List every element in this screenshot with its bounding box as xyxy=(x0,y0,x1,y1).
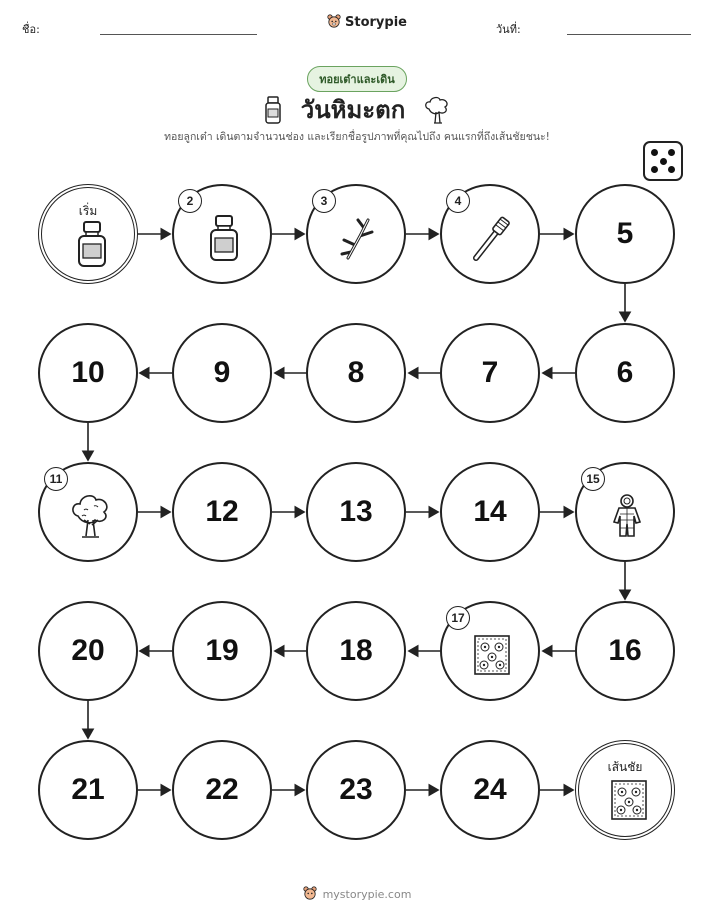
brush-icon xyxy=(472,214,512,262)
board-space-22[interactable] xyxy=(172,740,272,840)
space-number: 8 xyxy=(347,356,365,389)
space-number-badge: 2 xyxy=(178,189,202,213)
board-space-21[interactable] xyxy=(38,740,138,840)
board-space-5[interactable] xyxy=(575,184,675,284)
bottle-icon xyxy=(72,220,112,268)
brand-name: Storypie xyxy=(345,14,407,30)
tree-icon xyxy=(70,492,110,540)
space-number: 21 xyxy=(71,773,105,806)
start-space[interactable] xyxy=(38,184,138,284)
space-number: 5 xyxy=(616,217,634,250)
board-space-15[interactable] xyxy=(575,462,675,562)
board-space-11[interactable] xyxy=(38,462,138,562)
board-space-4[interactable] xyxy=(440,184,540,284)
space-number: 19 xyxy=(205,634,239,667)
space-number: 24 xyxy=(473,773,507,806)
board-space-14[interactable] xyxy=(440,462,540,562)
board-space-13[interactable] xyxy=(306,462,406,562)
space-number-badge: 17 xyxy=(446,606,470,630)
space-number: 9 xyxy=(213,356,231,389)
board-space-17[interactable] xyxy=(440,601,540,701)
board-space-3[interactable] xyxy=(306,184,406,284)
space-number: 10 xyxy=(71,356,105,389)
board-space-6[interactable] xyxy=(575,323,675,423)
board-space-24[interactable] xyxy=(440,740,540,840)
board-space-18[interactable] xyxy=(306,601,406,701)
bottle-icon xyxy=(204,214,244,262)
space-number: 13 xyxy=(339,495,373,528)
space-number-badge: 4 xyxy=(446,189,470,213)
space-number-badge: 11 xyxy=(44,467,68,491)
start-label: เริ่ม xyxy=(78,204,98,218)
space-number: 22 xyxy=(205,773,239,806)
space-number: 16 xyxy=(608,634,642,667)
space-number: 6 xyxy=(616,356,634,389)
board-space-19[interactable] xyxy=(172,601,272,701)
twig-icon xyxy=(338,214,378,262)
board-space-10[interactable] xyxy=(38,323,138,423)
board-space-20[interactable] xyxy=(38,601,138,701)
board-space-12[interactable] xyxy=(172,462,272,562)
quilt-icon xyxy=(472,631,512,679)
finish-label: เส้นชัย xyxy=(607,760,643,774)
finish-space[interactable] xyxy=(575,740,675,840)
space-number: 7 xyxy=(481,356,499,389)
board-space-16[interactable] xyxy=(575,601,675,701)
date-label: วันที่: xyxy=(496,23,521,36)
game-type-tag: ทอยเต๋าและเดิน xyxy=(307,66,407,92)
footer xyxy=(0,886,714,902)
name-label: ชื่อ: xyxy=(22,23,40,36)
space-number: 18 xyxy=(339,634,373,667)
space-number-badge: 15 xyxy=(581,467,605,491)
space-number: 20 xyxy=(71,634,105,667)
instructions: ทอยลูกเต๋า เดินตามจำนวนช่อง และเรียกชื่อรูปภาพที่คุณไปถึง คนแรกที่ถึงเส้นชัยชนะ! xyxy=(164,131,550,143)
space-number-badge: 3 xyxy=(312,189,336,213)
bear-icon xyxy=(303,886,317,902)
board-space-7[interactable] xyxy=(440,323,540,423)
space-number: 23 xyxy=(339,773,373,806)
quilt-icon xyxy=(609,776,649,824)
board-space-9[interactable] xyxy=(172,323,272,423)
snowsuit-icon xyxy=(607,492,647,540)
board-space-8[interactable] xyxy=(306,323,406,423)
footer-site: mystorypie.com xyxy=(322,887,412,901)
board-space-23[interactable] xyxy=(306,740,406,840)
space-number: 12 xyxy=(205,495,239,528)
board-space-2[interactable] xyxy=(172,184,272,284)
space-number: 14 xyxy=(473,495,507,528)
page-title: วันหิมะตก xyxy=(300,96,406,124)
